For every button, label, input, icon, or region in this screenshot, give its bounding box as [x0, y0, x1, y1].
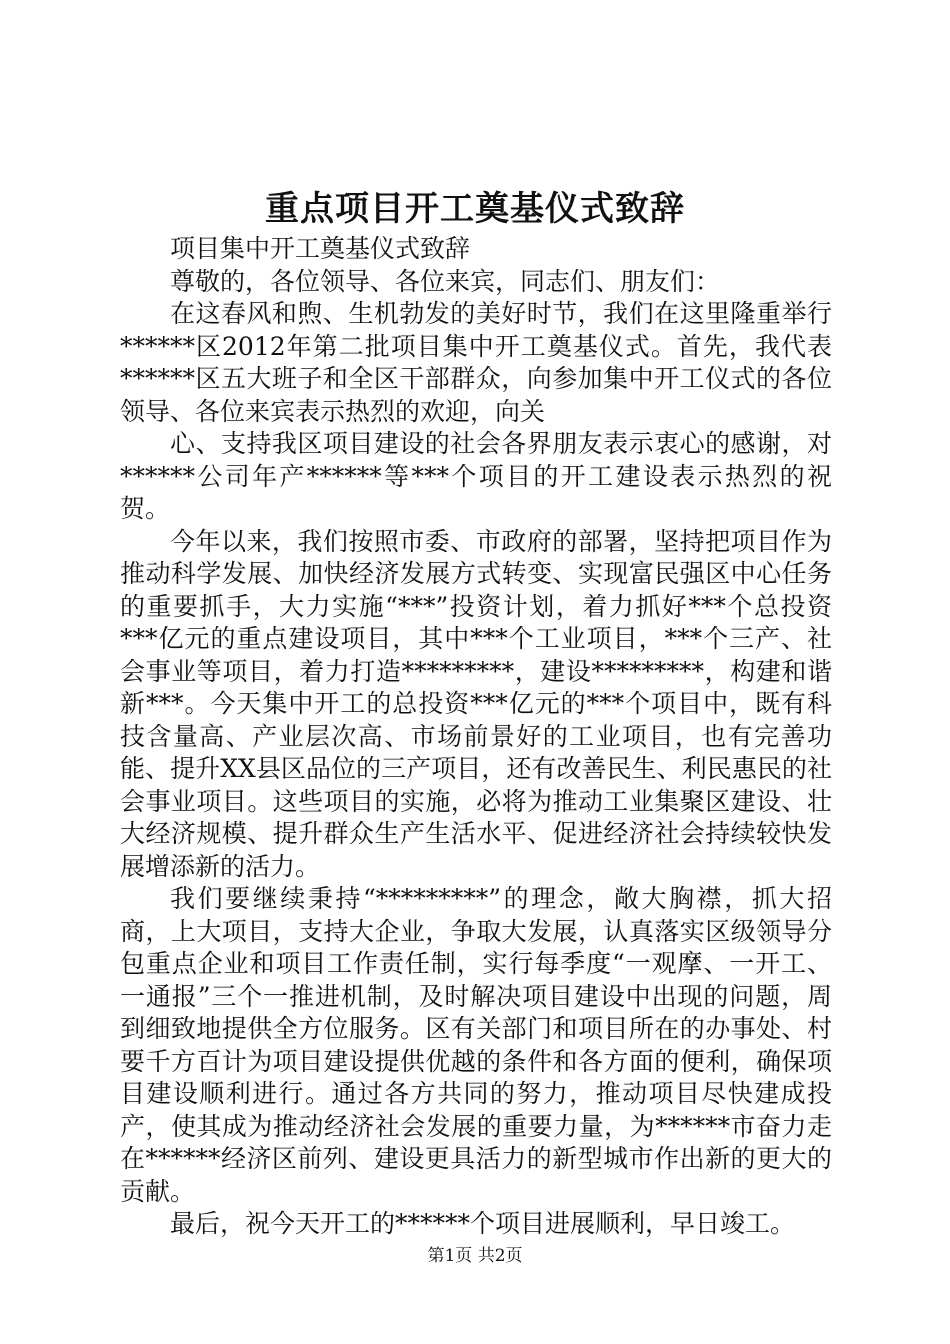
paragraph-achievements: 今年以来，我们按照市委、市政府的部署，坚持把项目作为推动科学发展、加快经济发展方式转变、实现富民强区中心任务的重要抓手，大力实施“***”投资计划，着力抓好***个总投资***亿元的重点建设项目，其中***个工业项目，***个三产、社会事业等项目，着力打造*********，建设*********，构建和谐新***。今天集中开工的总投资***亿元的***个项目中，既有科技含量高、产业层次高、市场前景好的工业项目，也有完善功能、提升XX县区品位的三产项目，还有改善民生、利民惠民的社会事业项目。这些项目的实施，必将为推动工业集聚区建设、壮大经济规模、提升群众生产生活水平、促进经济社会持续较快发展增添新的活力。	[120, 526, 832, 881]
paragraph-commitment: 我们要继续秉持“*********”的理念，敞大胸襟，抓大招商，上大项目，支持大企业，争取大发展，认真落实区级领导分包重点企业和项目工作责任制，实行每季度“一观摩、一开工、一通报”三个一推进机制，及时解决项目建设中出现的问题，周到细致地提供全方位服务。区有关部门和项目所在的办事处、村要千方百计为项目建设提供优越的条件和各方面的便利，确保项目建设顺利进行。通过各方共同的努力，推动项目尽快建成投产，使其成为推动经济社会发展的重要力量，为******市奋力走在******经济区前列、建设更具活力的新型城市作出新的更大的贡献。	[120, 884, 832, 1206]
paragraph-closing: 最后，祝今天开工的******个项目进展顺利，早日竣工。	[170, 1209, 796, 1238]
paragraph-welcome: 在这春风和煦、生机勃发的美好时节，我们在这里隆重举行******区2012年第二批项目集中开工奠基仪式。首先，我代表******区五大班子和全区干部群众，向参加集中开工仪式的各位领导、各位来宾表示热烈的欢迎，向关	[120, 299, 832, 426]
page-number-footer: 第1页 共2页	[427, 1246, 523, 1266]
paragraph-salutation: 尊敬的，各位领导、各位来宾，同志们、朋友们：	[170, 266, 721, 296]
document-title: 重点项目开工奠基仪式致辞	[265, 189, 685, 229]
document-body	[120, 233, 832, 1241]
paragraph-thanks: 心、支持我区项目建设的社会各界朋友表示衷心的感谢，对******公司年产******等***个项目的开工建设表示热烈的祝贺。	[120, 429, 832, 523]
paragraph-subtitle: 项目集中开工奠基仪式致辞	[170, 234, 471, 263]
